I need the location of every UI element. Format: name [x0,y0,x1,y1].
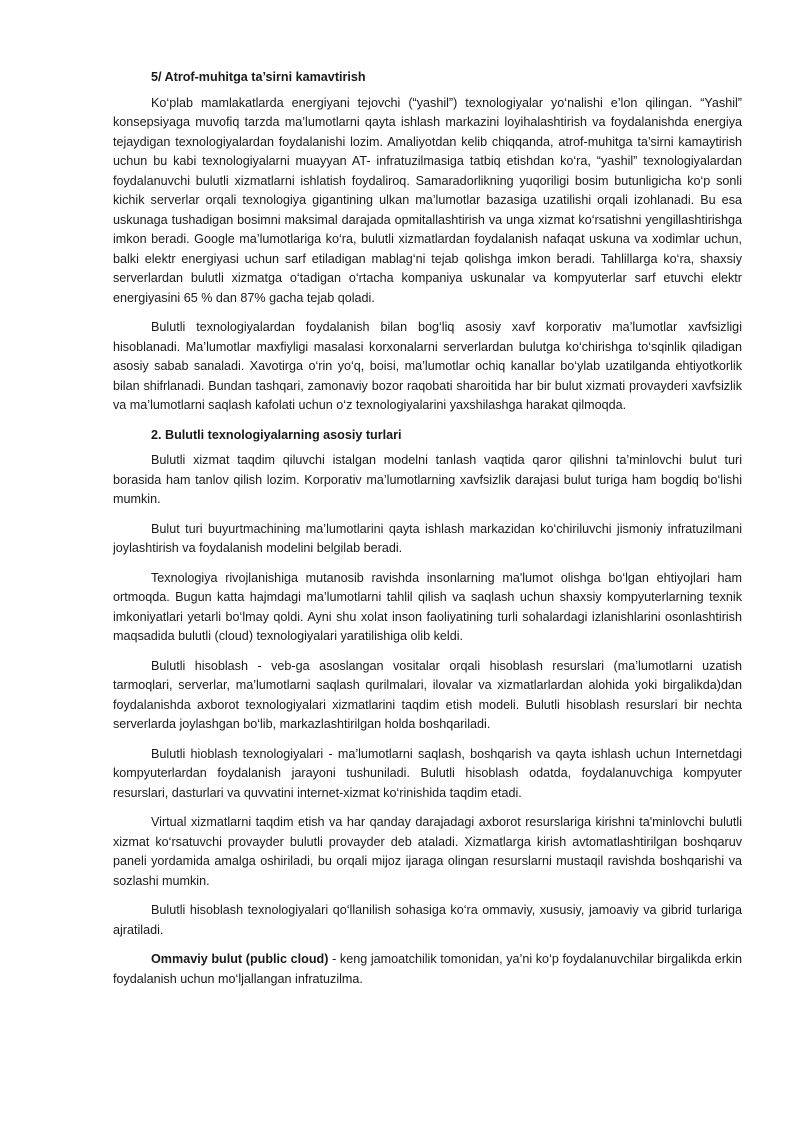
section-heading-cloud-types: 2. Bulutli texnologiyalarning asosiy turlari [151,427,402,442]
public-cloud-definition [113,950,742,989]
public-cloud-definition-text: - keng jamoatchilik tomonidan, ya’ni ko‘p foydalanuvchilar birgalikda erkin foydalanish uchun mo‘ljallangan infratuzilma. [113,952,742,986]
paragraph: Virtual xizmatlarni taqdim etish va har qanday darajadagi axborot resurslariga kirishni ta'minlovchi bulutli xizmat ko‘rsatuvchi provayder bulutli provayder deb ataladi. Xizmatlarga kirish avtomatlashtirilgan boshqaruv paneli yordamida amalga oshiriladi, bu orqali mijoz ijaraga olingan resurslarni mustaqil ravishda boshqarishi va sozlashi mumkin. [113,815,742,888]
public-cloud-term: Ommaviy bulut (public cloud) [151,952,329,966]
paragraph: Bulutli hioblash texnologiyalari - ma’lumotlarni saqlash, boshqarish va qayta ishlash uchun Internetdagi kompyuterlardan foydalanish jarayoni tushuniladi. Bulutli hisoblash odatda, foydalanuvchiga kompyuter resurslari, dasturlari va quvvatini internet-xizmat ko‘rinishida taqdim etadi. [113,746,742,800]
section-heading-environment: 5/ Atrof-muhitga ta’sirni kamavtirish [151,70,366,84]
paragraph: Bulutli hisoblash texnologiyalari qo‘llanilish sohasiga ko‘ra ommaviy, xususiy, jamoaviy va gibrid turlariga ajratiladi. [113,903,742,937]
paragraph: Bulutli texnologiyalardan foydalanish bilan bog‘liq asosiy xavf korporativ ma’lumotlar xavfsizligi hisoblanadi. Ma’lumotlar maxfiyligi masalasi korxonalarni serverlardan bulutga ko‘chirishga to‘sqinlik qiladigan asosiy sabab sanaladi. Xavotirga o‘rin yo‘q, boisi, ma’lumotlar ochiq kanallar bo‘ylab uzatilganda ehtiyotkorlik bilan shifrlanadi. Bundan tashqari, zamonaviy bozor raqobati sharoitida har bir bulut xizmati provayderi xavfsizlik va ma’lumotlarni saqlash kafolati uchun o‘z texnologiyalarini yaxshilashga harakat qilmoqda. [113,320,742,412]
paragraph: Bulutli hisoblash - veb-ga asoslangan vositalar orqali hisoblash resurslari (ma’lumotlarni uzatish tarmoqlari, serverlar, ma’lumotlarni saqlash qurilmalari, ilovalar va xizmatlarlardan alohida yoki birgalikda)dan foydalanishda axborot texnologiyalari xizmatlarini taqdim etish modeli. Bulutli hisoblash resurslari bir nechta serverlarda joylashgan bo‘lib, markazlashtirilgan holda boshqariladi. [113,658,742,731]
paragraph: Bulut turi buyurtmachining ma’lumotlarini qayta ishlash markazidan ko‘chiriluvchi jismoniy infratuzilmani joylashtirish va foydalanish modelini belgilab beradi. [113,521,742,555]
paragraph: Bulutli xizmat taqdim qiluvchi istalgan modelni tanlash vaqtida qaror qilishni ta’minlovchi bulut turi borasida ham tanlov qilish lozim. Korporativ ma’lumotlarning xavfsizlik darajasi bulut turiga ham bogdiq bo‘lishi mumkin. [113,453,742,506]
paragraph: Ko‘plab mamlakatlarda energiyani tejovchi (“yashil”) texnologiyalar yo‘nalishi e’lon qilingan. “Yashil” konsepsiyaga muvofiq tarzda ma’lumotlarni qayta ishlash markazini loyihalashtirish va foydalanishda energiya tejaydigan texnologiyalardan foydalanishi lozim. Amaliyotdan kelib chiqqanda, atrof-muhitga ta’sirni kamaytirish uchun bu kabi texnologiyalarni muayyan AT- infratuzilmasiga tatbiq etishdan ko‘ra, “yashil” texnologiyalardan foydalanuvchi bulutli xizmatlarni ishlatish foydaliroq. Samaradorlikning yuqoriligi bosim butunligicha ko‘p sonli kichik serverlar orqali texnologiya gigantining ulkan ma’lumotlar bazasiga uzatilishi orqali izohlanadi. Bu esa uskunaga tushadigan bosimni maksimal darajada opmitallashtirish va unga xizmat ko‘rsatishni yengillashtirishga imkon beradi. Google ma’lumotlariga ko‘ra, bulutli xizmatlardan foydalanish nafaqat uskuna va xodimlar uchun, balki elektr energiyasi uchun sarf etiladigan mablag‘ni tejab qolishga imkon beradi. Tahlillarga ko‘ra, shaxsiy serverlardan bulutli xizmatga o‘tadigan o‘rtacha kompaniya uskunalar va kompyuterlar sarf etuvchi elektr energiyasini 65 % dan 87% gacha tejab qoladi. [113,95,742,305]
paragraph: Texnologiya rivojlanishiga mutanosib ravishda insonlarning ma'lumot olishga bo‘lgan ehtiyojlari ham ortmoqda. Bugun katta hajmdagi ma’lumotlarni tahlil qilish va saqlash uchun shaxsiy kompyuterlarning texnik imkoniyatlari yetarli bo‘lmay qoldi. Ayni shu xolat inson faoliyatining turli sohalardagi izlanishlarini osonlashtirish maqsadida bulutli (cloud) texnologiyalari yaratilishiga olib keldi. [113,570,742,643]
